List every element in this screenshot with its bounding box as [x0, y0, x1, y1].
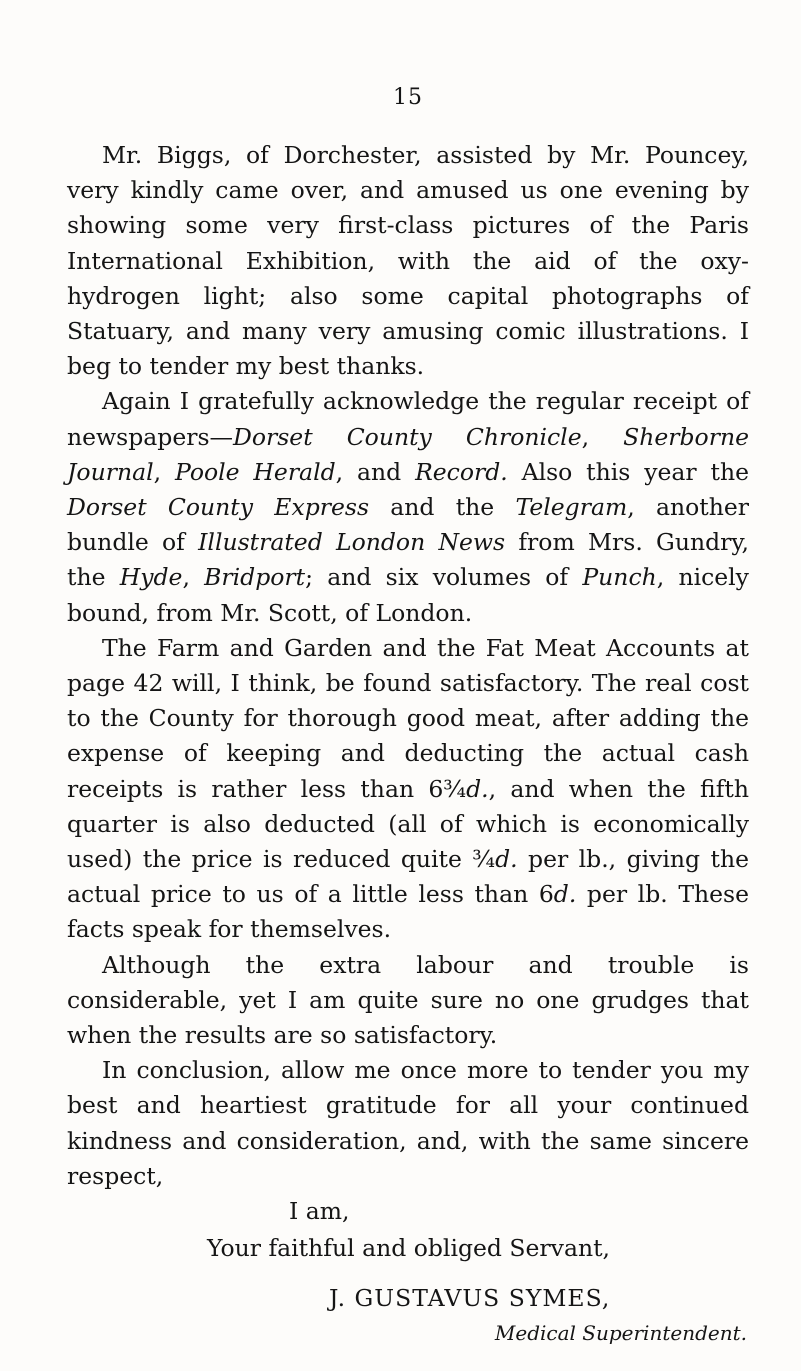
text-span: Again I gratefully acknowledge the regular receipt of newspapers—	[67, 387, 749, 451]
newspaper-title: Sherborne Journal	[67, 422, 749, 486]
paragraph-farm-accounts	[67, 631, 749, 948]
text-span: per lb., giving the actual price to us of a little less than 6	[67, 845, 750, 909]
newspaper-title: Dorset County Chronicle	[233, 422, 582, 451]
currency-unit: d.	[553, 880, 577, 909]
text-span: ; and six volumes of	[305, 563, 583, 592]
newspaper-title: Hyde	[119, 563, 183, 592]
newspaper-title: Dorset County Express	[67, 493, 369, 522]
signature-title: Medical Superintendent.	[494, 1320, 747, 1345]
text-span: , and	[335, 457, 416, 486]
paragraph-newspapers	[67, 384, 749, 630]
newspaper-title: Poole Herald	[174, 457, 336, 486]
text-span: The Farm and Garden and the Fat Meat Accounts at page 42 will, I think, be found satisfactory. The real cost to the County for thorough good meat, after adding the expense of keeping and deducting the actual cash receipts is rather less than 6¾	[67, 633, 749, 803]
text-span: from Mrs. Gundry, the	[67, 528, 749, 592]
currency-unit: d.	[495, 845, 518, 874]
newspaper-title: Record.	[415, 457, 508, 486]
closing-servant: Your faithful and obliged Servant,	[207, 1234, 610, 1263]
signature-name: J. GUSTAVUS SYMES,	[329, 1283, 611, 1312]
text-span: Also this year the	[507, 457, 749, 486]
text-span: , nicely bound, from Mr. Scott, of London.	[67, 563, 749, 627]
currency-unit: d.	[466, 774, 489, 803]
text-span: , another bundle of	[67, 493, 749, 557]
paragraph-conclusion: In conclusion, allow me once more to tender you my best and heartiest gratitude for all your continued kindness and consideration, and, with the same sincere respect,	[67, 1056, 749, 1190]
closing-i-am: I am,	[289, 1197, 350, 1226]
publication-title: Punch	[582, 563, 657, 592]
text-span: ,	[153, 457, 175, 486]
text-span: ,	[581, 422, 624, 451]
text-span: per lb. These facts speak for themselves.	[67, 880, 750, 944]
newspaper-title: Telegram	[515, 493, 628, 522]
newspaper-title: Illustrated London News	[198, 528, 506, 557]
text-span: ,	[182, 563, 205, 592]
paragraph-extra-labour: Although the extra labour and trouble is considerable, yet I am quite sure no one grudges that when the results are so satisfactory.	[67, 950, 749, 1050]
newspaper-title: Bridport	[204, 563, 306, 592]
text-span: and the	[369, 493, 516, 522]
paragraph-biggs-exhibition: Mr. Biggs, of Dorchester, assisted by Mr. Pouncey, very kindly came over, and amused us one evening by showing some very first-class pictures of the Paris International Exhibition, with the aid of the oxy-hydrogen light; also some capital photographs of Statuary, and many very amusing comic illustrations. I beg to tender my best thanks.	[67, 141, 749, 381]
page-number: 15	[393, 85, 423, 110]
document-page	[67, 0, 749, 1348]
text-span: , and when the fifth quarter is also deducted (all of which is economically used) the price is reduced quite ¾	[67, 774, 749, 874]
